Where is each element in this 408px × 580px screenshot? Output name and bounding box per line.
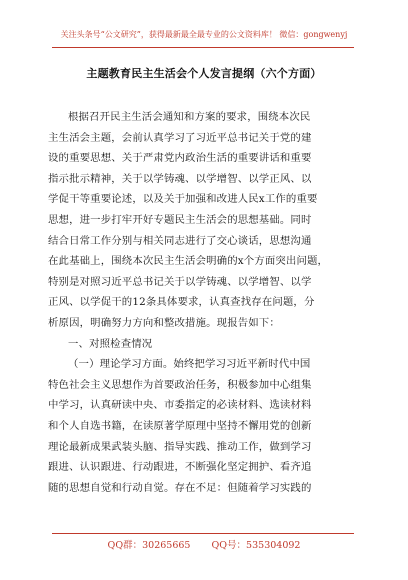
body-line: 和个人自选书籍，在读原著学原理中坚持不懈用党的创新 [48, 419, 312, 432]
body-line: 根据召开民主生活会通知和方案的要求，围绕本次民 [68, 111, 311, 123]
section-heading: 一、对照检查情况 [68, 337, 153, 350]
body-line: 中学习，认真研读中央、市委指定的必读材料、选读材料 [48, 399, 312, 412]
body-line: 在此基础上，围绕本次民主生活会明确的x个方面突出问题， [48, 255, 329, 268]
footer-divider [52, 533, 354, 534]
document-title: 主题教育民主生活会个人发言提纲（六个方面） [86, 67, 322, 80]
body-line: （一）理论学习方面。始终把学习习近平新时代中国 [68, 358, 311, 371]
body-line: 思想，进一步打牢开好专题民主生活会的思想基础。同时 [48, 213, 312, 226]
body-line: 理论最新成果武装头脑、指导实践、推动工作，做到学习 [48, 440, 312, 453]
body-line: 特别是对照习近平总书记关于以学铸魂、以学增智、以学 [48, 275, 312, 288]
header-note: 关注头条号“公文研究”，获得最新最全最专业的公文资料库！ 微信：gongwenyj [60, 30, 348, 39]
body-line: 设的重要思想、关于严肃党内政治生活的重要讲话和重要 [48, 152, 312, 165]
body-line: 主生活会主题，会前认真学习了习近平总书记关于党的建 [48, 131, 312, 144]
footer-contact-note: QQ群：30265665 QQ号：535304092 [107, 540, 301, 551]
body-line: 特色社会主义思想作为首要政治任务，积极参加中心组集 [48, 378, 312, 391]
body-line: 跟进、认识跟进、行动跟进，不断强化坚定拥护、看齐追 [48, 461, 312, 474]
header-divider [52, 47, 354, 48]
body-line: 正风、以学促干的12条具体要求，认真查找存在问题，分 [48, 296, 315, 309]
body-line: 指示批示精神，关于以学铸魂、以学增智、以学正风、以 [48, 172, 312, 185]
document-body [48, 107, 364, 498]
body-line: 学促干等重要论述，以及关于加强和改进人民x工作的重要 [48, 193, 318, 206]
body-line: 析原因，明确努力方向和整改措施。现报告如下： [48, 316, 280, 329]
body-line: 随的思想自觉和行动自觉。存在不足：但随着学习实践的 [48, 481, 312, 494]
body-line: 结合日常工作分别与相关同志进行了交心谈话，思想沟通 [48, 234, 312, 247]
